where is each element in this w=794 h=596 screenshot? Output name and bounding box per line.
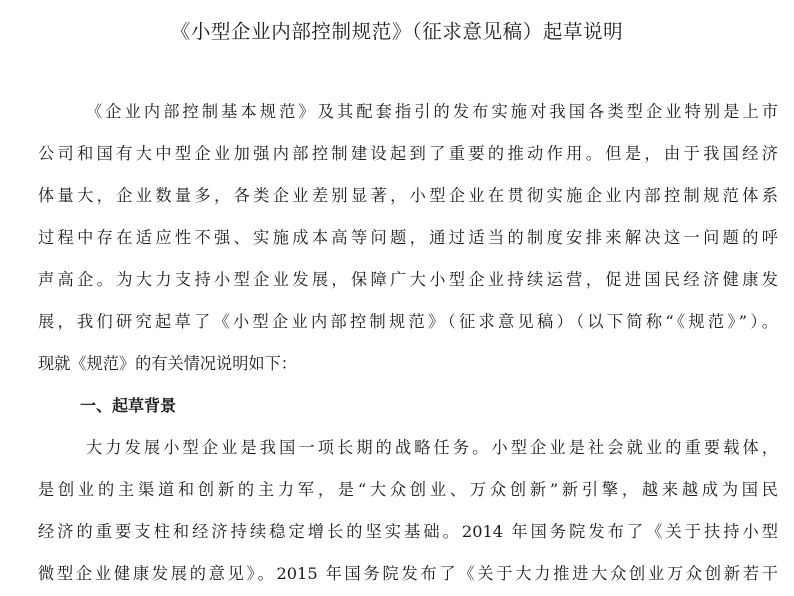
intro-line-4: 过程中存在适应性不强、实施成本高等问题，通过适当的制度安排来解决这一问题的呼 [38, 228, 778, 247]
intro-line-1: 《企业内部控制基本规范》及其配套指引的发布实施对我国各类型企业特别是上市 [86, 102, 778, 121]
section-line-2: 是创业的主渠道和创新的主力军，是“大众创业、万众创新”新引擎，越来越成为国民 [38, 480, 778, 499]
section-line-4: 微型企业健康发展的意见》。2015 年国务院发布了《关于大力推进大众创业万众创新若干 [38, 564, 778, 583]
section-line-3: 经济的重要支柱和经济持续稳定增长的坚实基础。2014 年国务院发布了《关于扶持小型 [38, 522, 778, 541]
intro-line-6: 展，我们研究起草了《小型企业内部控制规范》（征求意见稿）（以下简称“《规范》”）。 [38, 312, 778, 331]
intro-line-3: 体量大，企业数量多，各类企业差别显著，小型企业在贯彻实施企业内部控制规范体系 [38, 186, 778, 205]
document-title: 《小型企业内部控制规范》（征求意见稿）起草说明 [170, 20, 624, 43]
section-heading: 一、起草背景 [80, 396, 177, 415]
intro-line-5: 声高企。为大力支持小型企业发展，保障广大小型企业持续运营，促进国民经济健康发 [38, 270, 778, 289]
section-line-1: 大力发展小型企业是我国一项长期的战略任务。小型企业是社会就业的重要载体， [86, 438, 778, 457]
intro-line-2: 公司和国有大中型企业加强内部控制建设起到了重要的推动作用。但是，由于我国经济 [38, 144, 778, 163]
intro-line-7: 现就《规范》的有关情况说明如下： [38, 354, 297, 373]
